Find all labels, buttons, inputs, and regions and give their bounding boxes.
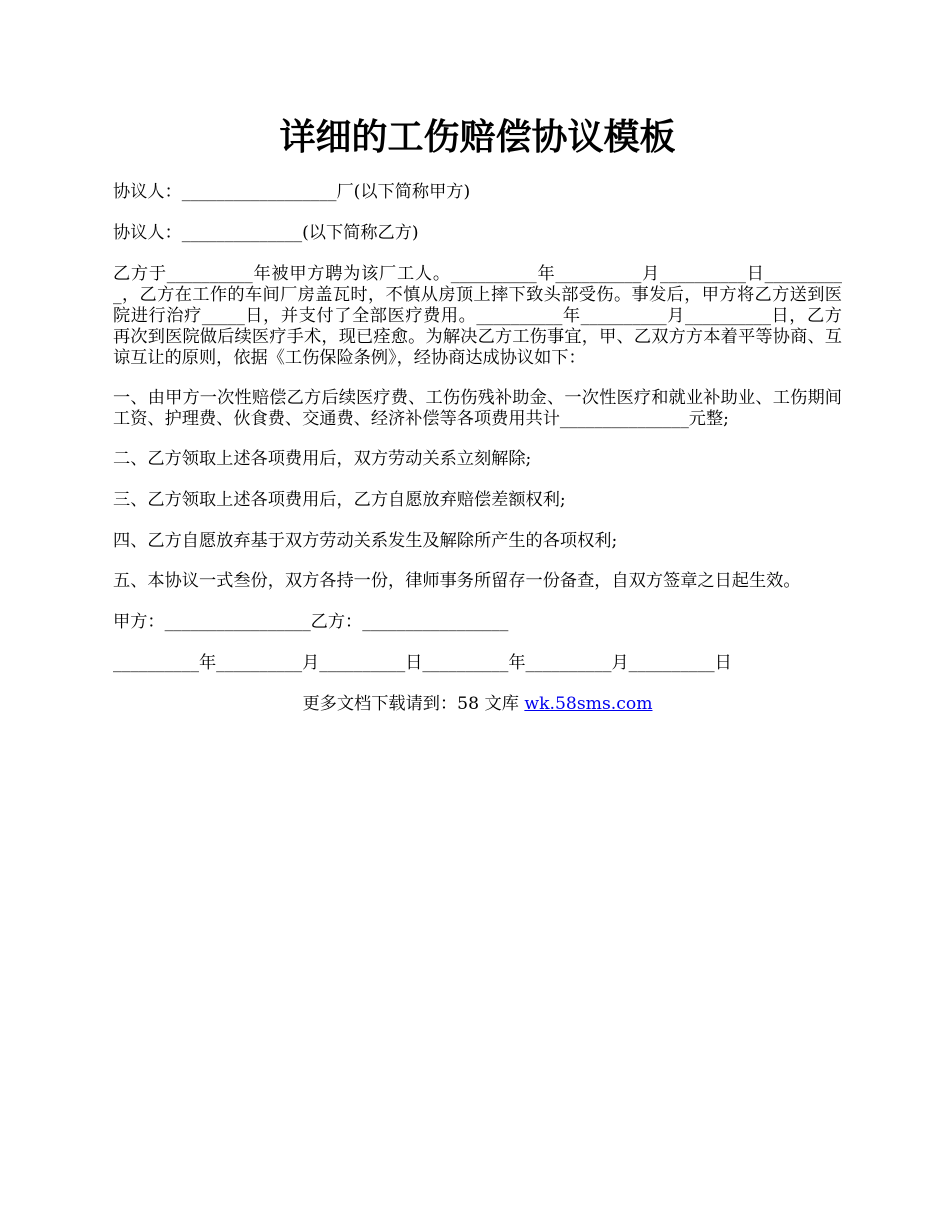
document-title: 详细的工伤赔偿协议模板 [279,116,676,158]
footer-link[interactable]: wk.58sms.com [524,694,653,714]
party-b-line: 协议人：______________(以下简称乙方) [113,223,419,243]
footer-text: 更多文档下载请到：58 文库 [302,694,525,714]
clause-three: 三、乙方领取上述各项费用后，乙方自愿放弃赔偿差额权利; [113,490,566,510]
date-line: __________年__________月__________日__________年__________月__________日 [113,653,732,673]
clause-one: 一、由甲方一次性赔偿乙方后续医疗费、工伤伤残补助金、一次性医疗和就业补助业、工伤期间工资、护理费、伙食费、交通费、经济补偿等各项费用共计_______________元整; [113,388,842,429]
party-a-line: 协议人：__________________厂(以下简称甲方) [113,182,471,202]
incident-description: 乙方于__________年被甲方聘为该厂工人。__________年__________月__________日__________，乙方在工作的车间厂房盖瓦时，不慎从房顶上摔下致头部受伤。事发后，甲方将乙方送到医院进行治疗_____日，并支付了全部医疗费用。__________年__________月__________日，乙方再次到医院做后续医疗手术，现已痊愈。为解决乙方工伤事宜，甲、乙双方方本着平等协商、互谅互让的原则，依据《工伤保险条例》，经协商达成协议如下： [113,264,842,368]
clause-four: 四、乙方自愿放弃基于双方劳动关系发生及解除所产生的各项权利; [113,531,618,551]
download-footer [113,693,842,715]
signature-line: 甲方：_________________乙方：_________________ [113,612,509,632]
clause-two: 二、乙方领取上述各项费用后，双方劳动关系立刻解除; [113,449,532,469]
clause-five: 五、本协议一式叁份，双方各持一份，律师事务所留存一份备查，自双方签章之日起生效。 [113,571,801,591]
